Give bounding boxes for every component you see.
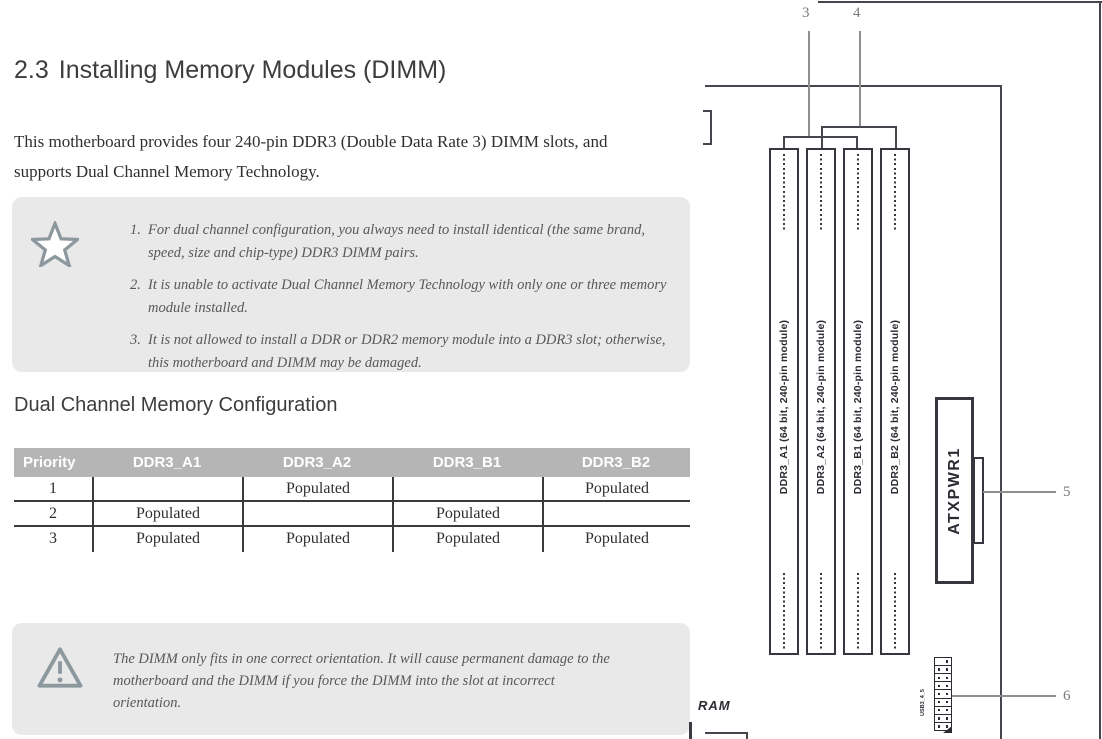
ram-silkscreen-label: RAM bbox=[698, 698, 731, 713]
warning-box bbox=[12, 623, 690, 735]
board-inner-right-edge bbox=[1000, 85, 1002, 739]
table-row bbox=[14, 527, 690, 552]
clipped-component-bottom bbox=[705, 732, 748, 739]
dimm-slot-label: DDR3_B2 (64 bit, 240-pin module) bbox=[889, 319, 901, 494]
board-inner-top-edge bbox=[705, 85, 1002, 87]
callout-6-line bbox=[952, 695, 1056, 697]
atxpwr1-notch bbox=[973, 457, 984, 544]
note-item-text: It is unable to activate Dual Channel Memory Technology with only one or three memory module installed. bbox=[148, 277, 667, 316]
table-cell bbox=[92, 477, 242, 501]
note-box bbox=[12, 197, 690, 372]
table-cell: Populated bbox=[92, 527, 242, 552]
table-header-row bbox=[14, 448, 690, 477]
pin-row bbox=[935, 690, 951, 698]
table-cell: 2 bbox=[49, 505, 57, 522]
slot-pin-dots bbox=[820, 573, 822, 651]
callout-4-line bbox=[859, 31, 861, 128]
table-header-ddr3-a1: DDR3_A1 bbox=[132, 454, 202, 471]
dual-channel-config-table bbox=[14, 448, 690, 552]
usb-header-key-mark bbox=[943, 726, 952, 733]
table-cell: Populated bbox=[542, 527, 690, 552]
atxpwr1-connector bbox=[935, 397, 974, 584]
table-cell: Populated bbox=[392, 527, 542, 552]
table-cell: Populated bbox=[242, 527, 392, 552]
board-outer-top-edge bbox=[818, 1, 1102, 3]
section-number: 2.3 bbox=[14, 56, 49, 84]
slot-pin-dots bbox=[783, 154, 785, 232]
callout-6-label: 6 bbox=[1063, 688, 1071, 704]
table-cell: Populated bbox=[542, 477, 690, 501]
table-cell: 3 bbox=[49, 530, 57, 547]
dimm-slot-ddr3-a1 bbox=[769, 148, 799, 655]
callout-5-line bbox=[983, 491, 1056, 493]
board-outer-right-edge bbox=[1099, 1, 1101, 739]
warning-text: The DIMM only fits in one correct orientation. It will cause permanent damage to the motherboard and the DIMM if you force the DIMM into the slot at incorrect orientation. bbox=[113, 651, 610, 711]
pin-row bbox=[935, 699, 951, 707]
warning-triangle-icon bbox=[36, 646, 84, 694]
dimm-slot-label: DDR3_A2 (64 bit, 240-pin module) bbox=[815, 319, 827, 494]
table-header-ddr3-a2: DDR3_A2 bbox=[282, 454, 352, 471]
dimm-slot-ddr3-a2 bbox=[806, 148, 836, 655]
note-item-number: 2. bbox=[130, 277, 141, 293]
table-cell: Populated bbox=[392, 502, 542, 526]
star-icon bbox=[31, 221, 79, 272]
table-header-ddr3-b1: DDR3_B1 bbox=[432, 454, 502, 471]
slot-pin-dots bbox=[857, 573, 859, 651]
subheading: Dual Channel Memory Configuration bbox=[14, 394, 338, 416]
bracket-slots-a2-b2 bbox=[821, 126, 897, 148]
clipped-component-edge bbox=[689, 722, 692, 739]
table-header-ddr3-b2: DDR3_B2 bbox=[581, 454, 651, 471]
note-item-number: 1. bbox=[130, 222, 141, 238]
atxpwr1-label: ATXPWR1 bbox=[945, 446, 963, 535]
table-row bbox=[14, 502, 690, 527]
section-title: Installing Memory Modules (DIMM) bbox=[58, 56, 447, 84]
table-cell: Populated bbox=[242, 477, 392, 501]
dimm-slot-ddr3-b1 bbox=[843, 148, 873, 655]
note-list bbox=[130, 219, 670, 375]
slot-pin-dots bbox=[820, 154, 822, 232]
callout-3-label: 3 bbox=[802, 5, 810, 21]
table-header-priority: Priority bbox=[23, 454, 76, 471]
table-row bbox=[14, 477, 690, 502]
pin-row bbox=[935, 658, 951, 666]
callout-5-label: 5 bbox=[1063, 484, 1071, 500]
table-cell bbox=[242, 502, 392, 526]
table-cell bbox=[392, 477, 542, 501]
usb3-4-5-label: USB3_4_5 bbox=[920, 689, 926, 716]
intro-paragraph: This motherboard provides four 240-pin DDR3 (Double Data Rate 3) DIMM slots, and supports Dual Channel Memory Technology. bbox=[14, 132, 608, 181]
usb3-4-5-header bbox=[934, 657, 952, 731]
note-item-text: For dual channel configuration, you always need to install identical (the same brand, speed, size and chip-type) DDR3 DIMM pairs. bbox=[148, 222, 645, 261]
table-cell: 1 bbox=[49, 480, 57, 497]
page-title bbox=[14, 56, 446, 85]
note-item bbox=[130, 329, 670, 375]
note-item-number: 3. bbox=[130, 332, 141, 348]
slot-pin-dots bbox=[857, 154, 859, 232]
callout-3-line bbox=[808, 31, 810, 138]
table-cell: Populated bbox=[92, 502, 242, 526]
dimm-slot-label: DDR3_B1 (64 bit, 240-pin module) bbox=[852, 319, 864, 494]
note-item bbox=[130, 274, 670, 320]
slot-pin-dots bbox=[894, 154, 896, 232]
note-item bbox=[130, 219, 670, 265]
note-item-text: It is not allowed to install a DDR or DDR2 memory module into a DDR3 slot; otherwise, this motherboard and DIMM may be damaged. bbox=[148, 332, 666, 371]
callout-4-label: 4 bbox=[853, 5, 861, 21]
dimm-slot-label: DDR3_A1 (64 bit, 240-pin module) bbox=[778, 319, 790, 494]
table-cell bbox=[542, 502, 690, 526]
pin-row bbox=[935, 674, 951, 682]
pin-row bbox=[935, 707, 951, 715]
slot-pin-dots bbox=[783, 573, 785, 651]
slot-pin-dots bbox=[894, 573, 896, 651]
clipped-connector-left bbox=[703, 110, 712, 145]
dimm-slot-ddr3-b2 bbox=[880, 148, 910, 655]
pin-row bbox=[935, 666, 951, 674]
pin-row bbox=[935, 715, 951, 723]
pin-row bbox=[935, 682, 951, 690]
